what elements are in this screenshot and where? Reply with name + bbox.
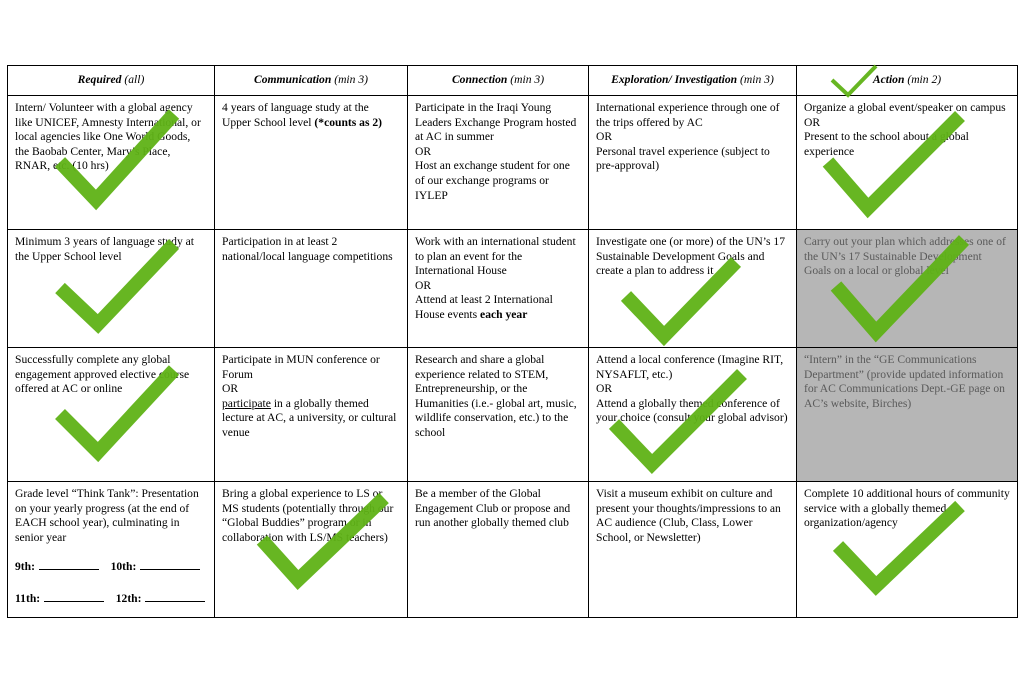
requirements-table	[7, 65, 1018, 618]
cell-exploration: Investigate one (or more) of the UN’s 17 Sustainable Development Goals and create a plan to address it	[589, 230, 797, 348]
cell-required: Grade level “Think Tank”: Presentation on your yearly progress (at the end of EACH school year), culminating in senior year 9th: 10th: 11th: 12th:	[8, 482, 215, 618]
cell-connection: Work with an international student to plan an event for the International House OR Attend at least 2 International House events each year	[408, 230, 589, 348]
header-action: Action (min 2)	[797, 66, 1018, 96]
table-row	[8, 230, 1018, 348]
header-connection: Connection (min 3)	[408, 66, 589, 96]
cell-exploration: International experience through one of the trips offered by AC OR Personal travel experience (subject to pre-approval)	[589, 96, 797, 230]
cell-connection: Research and share a global experience related to STEM, Entrepreneurship, or the Humanities (i.e.- global art, music, wildlife conservation, etc.) to the school	[408, 348, 589, 482]
cell-required: Intern/ Volunteer with a global agency like UNICEF, Amnesty International, or local agencies like One World Goods, the Baobab Center, Mary’s Place, RNAR, etc. (10 hrs)	[8, 96, 215, 230]
cell-communication: Participation in at least 2 national/local language competitions	[215, 230, 408, 348]
header-communication: Communication (min 3)	[215, 66, 408, 96]
cell-connection: Be a member of the Global Engagement Club or propose and run another globally themed club	[408, 482, 589, 618]
table-row	[8, 482, 1018, 618]
cell-required: Successfully complete any global engagement approved elective course offered at AC or online	[8, 348, 215, 482]
cell-communication: 4 years of language study at the Upper School level (*counts as 2)	[215, 96, 408, 230]
cell-action: Complete 10 additional hours of community service with a globally themed organization/agency	[797, 482, 1018, 618]
header-required: Required (all)	[8, 66, 215, 96]
grade-lines: 9th: 10th: 11th: 12th:	[15, 559, 207, 606]
cell-communication: Participate in MUN conference or Forum OR participate in a globally themed lecture at AC, a university, or cultural venue	[215, 348, 408, 482]
header-row	[8, 66, 1018, 96]
cell-communication: Bring a global experience to LS or MS students (potentially through our “Global Buddies” program or in collaboration with LS/MS teachers)	[215, 482, 408, 618]
cell-action: “Intern” in the “GE Communications Department” (provide updated information for AC Communications Dept.-GE page on AC’s website, Birches)	[797, 348, 1018, 482]
cell-action: Carry out your plan which addresses one of the UN’s 17 Sustainable Development Goals on a local or global level	[797, 230, 1018, 348]
cell-exploration: Visit a museum exhibit on culture and present your thoughts/impressions to an AC audience (Club, Class, Lower School, or Newsletter)	[589, 482, 797, 618]
cell-connection: Participate in the Iraqi Young Leaders Exchange Program hosted at AC in summer OR Host an exchange student for one of our exchange programs or IYLEP	[408, 96, 589, 230]
cell-required: Minimum 3 years of language study at the Upper School level	[8, 230, 215, 348]
table-row	[8, 348, 1018, 482]
table-row	[8, 96, 1018, 230]
header-exploration: Exploration/ Investigation (min 3)	[589, 66, 797, 96]
cell-action: Organize a global event/speaker on campus OR Present to the school about a global experience	[797, 96, 1018, 230]
cell-exploration: Attend a local conference (Imagine RIT, NYSAFLT, etc.) OR Attend a globally themed conference of your choice (consult your global advisor)	[589, 348, 797, 482]
